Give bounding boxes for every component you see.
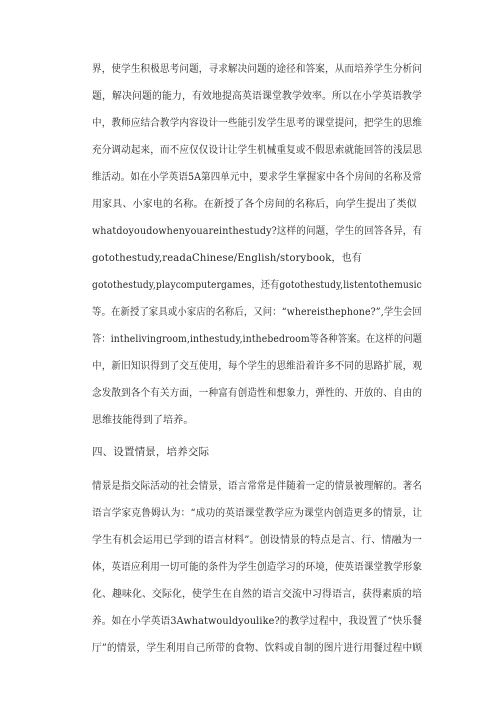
- paragraph-line: 念发散到各个有关方面，一种富有创造性和想象力，弹性的、开放的、自由的: [92, 388, 423, 399]
- paragraph-line: gotothestudy,playcomputergames，还有gotothestudy,listentothemusic: [92, 280, 422, 291]
- paragraph-line: gotothestudy,readaChinese/English/storybook，也有: [92, 253, 362, 264]
- paragraph-line: whatdoyoudowhenyouareinthestudy?这样的问题，学生的回答各异，有: [92, 226, 423, 237]
- paragraph-line: 语言学家克鲁姆认为：“成功的英语课堂教学应为课堂内创造更多的情景，让: [92, 508, 423, 519]
- paragraph-line: 养。如在小学英语3Awhatwouldyoulike?的教学过程中，我设置了“快乐餐: [92, 616, 422, 627]
- paragraph-line: 厅”的情景，学生利用自己所带的食物、饮料或自制的图片进行用餐过程中顾: [92, 643, 423, 654]
- paragraph-line: 题，解决问题的能力，有效地提高英语课堂教学效率。所以在小学英语教学: [92, 91, 422, 102]
- section-heading: 四、设置情景，培养交际: [92, 446, 210, 458]
- paragraph-line: 学生有机会运用已学到的语言材料”。创设情景的特点是言、行、情融为一: [92, 535, 423, 546]
- paragraph-line: 维活动。如在小学英语5A第四单元中，要求学生掌握家中各个房间的名称及常: [92, 172, 422, 183]
- paragraph-line: 答：inthelivingroom,inthestudy,inthebedroom等各种答案。在这样的问题: [92, 334, 423, 345]
- paragraph-line: 充分调动起来，而不应仅仅设计让学生机械重复或不假思索就能回答的浅层思: [92, 145, 423, 156]
- paragraph-line: 化、趣味化、交际化，使学生在自然的语言交流中习得语言，获得素质的培: [92, 589, 422, 600]
- paragraph-line: 体，英语应利用一切可能的条件为学生创造学习的环境，使英语课堂教学形象: [92, 562, 423, 573]
- paragraph-line: 中，教师应结合教学内容设计一些能引发学生思考的课堂提问，把学生的思维: [92, 118, 423, 129]
- paragraph-line: 思维技能得到了培养。: [92, 415, 194, 426]
- paragraph-line: 用家具、小家电的名称。在新授了各个房间的名称后，向学生提出了类似: [92, 199, 417, 210]
- paragraph-line: 情景是指交际活动的社会情景，语言常常是伴随着一定的情景被理解的。著名: [92, 481, 423, 492]
- paragraph-line: 等。在新授了家具或小家店的名称后，又问：“whereisthephone?”,学生会回: [92, 307, 422, 318]
- paragraph-line: 中，新旧知识得到了交互使用，每个学生的思维沿着许多不同的思路扩展，观: [92, 361, 423, 372]
- paragraph-line: 界，使学生积极思考问题，寻求解决问题的途径和答案，从而培养学生分析问: [92, 64, 423, 75]
